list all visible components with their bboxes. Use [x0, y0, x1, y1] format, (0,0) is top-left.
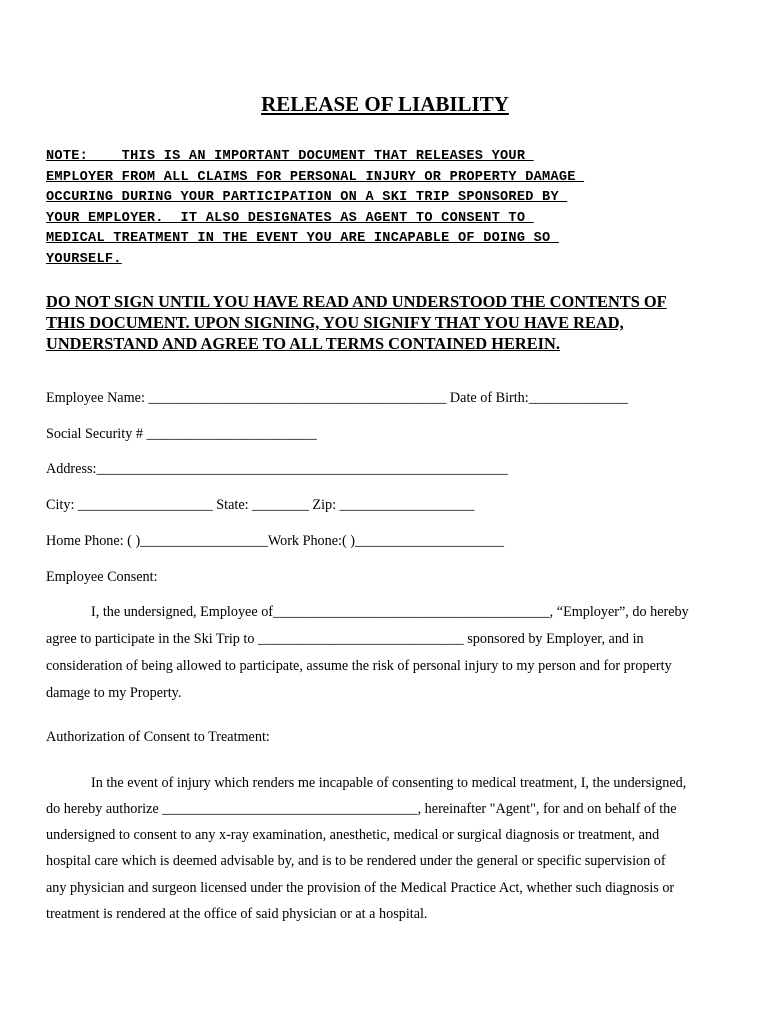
consent-paragraph-line: damage to my Property. [46, 685, 182, 701]
employee-consent-heading: Employee Consent: [46, 569, 158, 585]
authorization-heading: Authorization of Consent to Treatment: [46, 729, 270, 745]
authorization-paragraph-line: do hereby authorize ____________________________________, hereinafter "Agent", for and on behalf of the [46, 801, 677, 817]
document-title: RELEASE OF LIABILITY [261, 92, 509, 116]
authorization-paragraph-line: In the event of injury which renders me incapable of consenting to medical treatment, I, the undersigned, [91, 775, 687, 791]
note-line: YOUR EMPLOYER. IT ALSO DESIGNATES AS AGENT TO CONSENT TO [46, 210, 534, 226]
authorization-paragraph-line: hospital care which is deemed advisable by, and is to be rendered under the general or specific supervision of [46, 853, 666, 869]
note-line: NOTE: THIS IS AN IMPORTANT DOCUMENT THAT RELEASES YOUR [46, 149, 534, 164]
employee-name-dob-field: Employee Name: __________________________________________ Date of Birth:______________ [46, 390, 629, 406]
note-line: YOURSELF. [46, 251, 122, 267]
authorization-paragraph-line: any physician and surgeon licensed under the provision of the Medical Practice Act, whether such diagnosis or [46, 880, 675, 896]
address-field: Address:__________________________________________________________ [46, 461, 508, 477]
city-state-zip-field: City: ___________________ State: ________ Zip: ___________________ [46, 497, 475, 513]
authorization-paragraph-line: treatment is rendered at the office of said physician or at a hospital. [46, 906, 428, 922]
note-line: EMPLOYER FROM ALL CLAIMS FOR PERSONAL INJURY OR PROPERTY DAMAGE [46, 169, 585, 185]
authorization-paragraph-line: undersigned to consent to any x-ray examination, anesthetic, medical or surgical diagnosis or treatment, and [46, 827, 660, 843]
warning-line: THIS DOCUMENT. UPON SIGNING, YOU SIGNIFY THAT YOU HAVE READ, [46, 313, 624, 332]
consent-paragraph-line: I, the undersigned, Employee of_______________________________________, “Employer”, do hereby [91, 604, 689, 620]
consent-paragraph-line: consideration of being allowed to participate, assume the risk of personal injury to my person and for property [46, 658, 672, 674]
note-line: OCCURING DURING YOUR PARTICIPATION ON A SKI TRIP SPONSORED BY [46, 190, 568, 205]
ssn-field: Social Security # ________________________ [46, 426, 317, 442]
warning-line: DO NOT SIGN UNTIL YOU HAVE READ AND UNDERSTOOD THE CONTENTS OF [46, 292, 667, 311]
note-line: MEDICAL TREATMENT IN THE EVENT YOU ARE INCAPABLE OF DOING SO [46, 231, 559, 246]
warning-line: UNDERSTAND AND AGREE TO ALL TERMS CONTAINED HEREIN. [46, 334, 560, 353]
phone-fields: Home Phone: ( )__________________Work Phone:( )_____________________ [46, 533, 504, 549]
consent-paragraph-line: agree to participate in the Ski Trip to _____________________________ sponsored by Employer, and in [46, 631, 644, 647]
